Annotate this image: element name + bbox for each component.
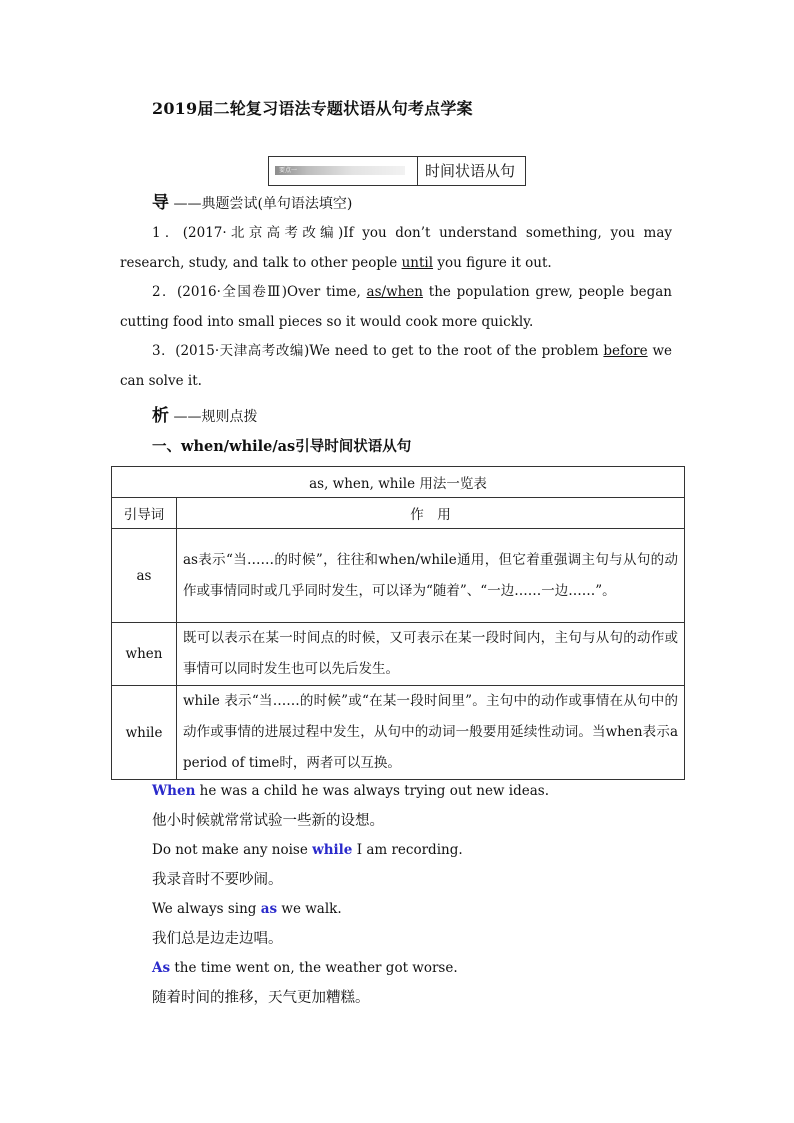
- exercise-3: [120, 337, 672, 396]
- exercise-2: [120, 278, 672, 337]
- example-1-english: [152, 783, 549, 799]
- heading-when-while-as: 一、when/while/as引导时间状语从句: [152, 438, 412, 455]
- section-xi: [152, 401, 257, 426]
- exercise-text: we can solve it.: [120, 343, 672, 389]
- example-4-chinese: 随着时间的推移，天气更加糟糕。: [152, 990, 370, 1006]
- exercise-text: 1．(2017·北京高考改编)If you don’t understand something, you may research, study, and talk to other people: [120, 225, 672, 271]
- example-keyword: When: [152, 783, 196, 799]
- exercise-answer: before: [603, 343, 648, 359]
- example-keyword: while: [312, 842, 353, 858]
- table-header-usage: 作 用: [177, 498, 685, 529]
- example-4-english: [152, 960, 458, 976]
- table-row: [112, 529, 685, 623]
- example-text: We always sing: [152, 901, 261, 917]
- example-text: the time went on, the weather got worse.: [170, 960, 458, 976]
- exercise-answer: until: [401, 254, 434, 271]
- table-caption: as, when, while 用法一览表: [112, 467, 685, 498]
- section-marker-xi: 析: [152, 406, 169, 426]
- banner-label: 要点一: [279, 167, 298, 174]
- table-cell-usage: as表示“当……的时候”，往往和when/while通用，但它着重强调主句与从句的动作或事情同时或几乎同时发生，可以译为“随着”、“一边……一边……”。: [177, 529, 685, 623]
- example-keyword: as: [260, 901, 278, 917]
- exercise-text: you figure it out.: [433, 254, 552, 271]
- usage-table: [111, 466, 685, 780]
- table-row: [112, 623, 685, 686]
- header-banner: [269, 157, 418, 185]
- example-2-chinese: 我录音时不要吵闹。: [152, 872, 283, 888]
- table-cell-keyword: when: [112, 623, 177, 686]
- example-2-english: [152, 842, 463, 858]
- exercise-answer: as/when: [366, 284, 424, 300]
- example-1-chinese: 他小时候就常常试验一些新的设想。: [152, 813, 384, 829]
- example-keyword: As: [152, 960, 171, 976]
- exercise-text: 2．(2016·全国卷Ⅲ)Over time,: [152, 284, 367, 300]
- section-header-box: [268, 156, 526, 186]
- exercise-text: 3．(2015·天津高考改编)We need to get to the root of the problem: [152, 343, 604, 359]
- example-text: we walk.: [277, 901, 342, 917]
- section-subtitle-xi: ——规则点拨: [173, 409, 258, 425]
- exercise-1: [120, 219, 672, 278]
- table-cell-keyword: while: [112, 686, 177, 780]
- example-text: I am recording.: [352, 842, 463, 858]
- example-text: Do not make any noise: [152, 842, 313, 858]
- example-3-chinese: 我们总是边走边唱。: [152, 931, 283, 947]
- example-text: he was a child he was always trying out new ideas.: [195, 783, 549, 799]
- table-cell-usage: 既可以表示在某一时间点的时候，又可表示在某一段时间内，主句与从句的动作或事情可以同时发生也可以先后发生。: [177, 623, 685, 686]
- table-row: [112, 686, 685, 780]
- table-cell-keyword: as: [112, 529, 177, 623]
- section-dao: [152, 188, 352, 213]
- section-subtitle-dao: ——典题尝试(单句语法填空): [173, 196, 353, 212]
- example-3-english: [152, 901, 342, 917]
- page-title: 2019届二轮复习语法专题状语从句考点学案: [152, 99, 473, 118]
- header-title: 时间状语从句: [425, 162, 516, 180]
- exercise-text: the population grew, people began cutting food into small pieces so it would cook more quickly.: [120, 284, 673, 330]
- table-cell-usage: while 表示“当……的时候”或“在某一段时间里”。主句中的动作或事情在从句中的动作或事情的进展过程中发生，从句中的动词一般要用延续性动词。当when表示a period of time时，两者可以互换。: [177, 686, 685, 780]
- table-header-keyword: 引导词: [112, 498, 177, 529]
- section-marker-dao: 导: [152, 193, 169, 213]
